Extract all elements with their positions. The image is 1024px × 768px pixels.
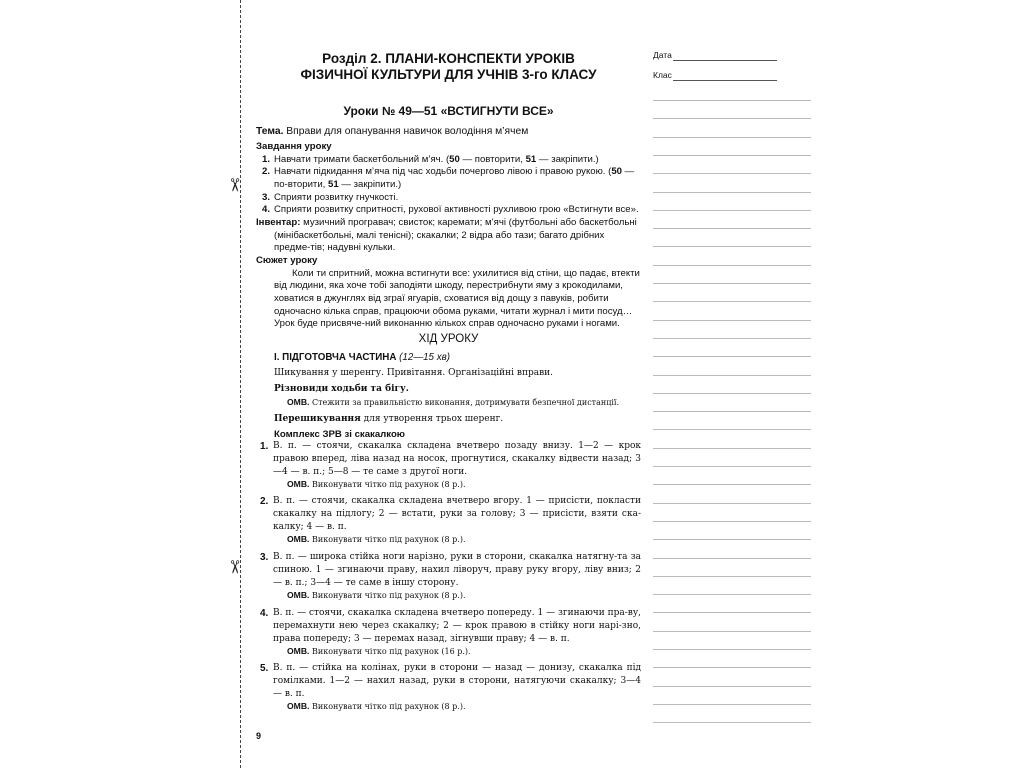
note-line bbox=[653, 649, 811, 650]
omv-note: ОМВ. Стежити за правильністю виконання, дотримувати безпечної дистанції. bbox=[287, 397, 619, 408]
complex-heading: Комплекс ЗРВ зі скакалкою bbox=[274, 428, 405, 440]
omv-note: ОМВ. Виконувати чітко під рахунок (8 р.). bbox=[287, 534, 466, 545]
lesson-title: Уроки № 49—51 «ВСТИГНУТИ ВСЕ» bbox=[343, 104, 554, 118]
exercise-number: 2. bbox=[260, 496, 269, 507]
note-line bbox=[653, 466, 811, 467]
cut-line bbox=[240, 0, 241, 768]
omv-note: ОМВ. Виконувати чітко під рахунок (8 р.). bbox=[287, 701, 466, 712]
task-number: 2. bbox=[262, 166, 271, 178]
topic-label: Тема. bbox=[256, 126, 284, 137]
organization-text: Шикування у шеренгу. Привітання. Організаційні вправи. bbox=[274, 367, 554, 378]
note-line bbox=[653, 411, 811, 412]
class-field[interactable] bbox=[653, 70, 811, 80]
exercise-text: В. п. — стоячи, скакалка складена вчетверо попереду. 1 — згинаючи пра-ву, перемахнути нею через скакалку; 2 — крок правою в стійку ноги нарі-зно, права попереду; 3 — перемах назад, зігнувши праву; 4 — в. п. bbox=[273, 608, 641, 644]
lesson-topic bbox=[256, 125, 641, 139]
note-line bbox=[653, 301, 811, 302]
exercise-item bbox=[256, 551, 641, 602]
note-line bbox=[653, 631, 811, 632]
note-line bbox=[653, 338, 811, 339]
exercise-item bbox=[256, 662, 641, 713]
task-item: 3. Сприяти розвитку гнучкості. bbox=[262, 191, 399, 203]
omv-note: ОМВ. Виконувати чітко під рахунок (8 р.). bbox=[287, 479, 466, 490]
rebuild-line: Перешикування для утворення трьох шеренг. bbox=[274, 414, 504, 424]
note-line bbox=[653, 100, 811, 101]
note-line bbox=[653, 210, 811, 211]
note-line bbox=[653, 704, 811, 705]
walking-heading: Різновиди ходьби та бігу. bbox=[274, 383, 409, 394]
topic-text: Вправи для опанування навичок володіння м’ячем bbox=[283, 126, 529, 137]
exercise-number: 5. bbox=[260, 663, 269, 674]
exercise-item bbox=[256, 440, 641, 491]
tasks-block bbox=[256, 141, 641, 331]
note-line bbox=[653, 173, 811, 174]
plot-heading: Сюжет уроку bbox=[256, 254, 318, 266]
inventory-text: музичний програвач; свисток; каремати; м’ячі (футбольні або баскетбольні (мінібаскетбольні, малі тенісні); скакалки; 2 відра або тази; багато дрібних предме-тів; надувні кульки. bbox=[274, 216, 637, 254]
exercise-text: В. п. — широка стійка ноги нарізно, руки в сторони, скакалка натягну-та за спиною. 1 — згинаючи праву, нахил ліворуч, праву руку вгору, ліву вниз; 2 — в. п.; 3—4 — те саме в іншу сторону. bbox=[273, 552, 641, 588]
task-item: 2. Навчати підкидання м’яча під час ходьби почергово лівою і правою рукою. (50 — по-вторити, 51 — закріпити.) bbox=[262, 166, 635, 190]
note-line bbox=[653, 448, 811, 449]
exercise-text: В. п. — стійка на колінах, руки в сторони — назад — донизу, скакалка під гомілками. 1—2 — нахил назад, руки в сторони, натягуючи скакалку; 3—4 — в. п. bbox=[273, 663, 641, 699]
date-underline bbox=[673, 60, 777, 61]
task-item: 4. Сприяти розвитку спритності, рухової активності рухливою грою «Встигнути все». bbox=[262, 204, 639, 216]
class-underline bbox=[673, 80, 777, 81]
exercise-text: В. п. — стоячи, скакалка складена вчетверо вгору. 1 — присісти, покласти скакалку на підлогу; 2 — встати, руки за голову; 3 — присісти, взяти ска-калку; 4 — в. п. bbox=[273, 496, 641, 532]
date-field[interactable] bbox=[653, 50, 811, 60]
note-line bbox=[653, 539, 811, 540]
note-line bbox=[653, 137, 811, 138]
inventory-label: Інвентар: bbox=[256, 216, 301, 228]
part-title: І. ПІДГОТОВЧА ЧАСТИНА (12—15 хв) bbox=[274, 352, 451, 363]
preparatory-part bbox=[256, 352, 641, 441]
note-line bbox=[653, 576, 811, 577]
section-title bbox=[256, 51, 641, 83]
note-line bbox=[653, 429, 811, 430]
note-line bbox=[653, 393, 811, 394]
page-number: 9 bbox=[256, 731, 262, 741]
exercise-number: 1. bbox=[260, 441, 269, 452]
exercise-text: В. п. — стоячи, скакалка складена вчетверо позаду внизу. 1—2 — крок правою вперед, ліва назад на носок, прогнутися, скакалку відвести назад; 3—4 — в. п.; 5—8 — те саме з другої ноги. bbox=[273, 441, 641, 477]
note-line bbox=[653, 265, 811, 266]
note-line bbox=[653, 612, 811, 613]
course-heading: ХІД УРОКУ bbox=[418, 333, 479, 345]
note-line bbox=[653, 283, 811, 284]
exercise-number: 4. bbox=[260, 608, 269, 619]
scissors-icon: ✂ bbox=[223, 177, 245, 193]
exercise-item bbox=[256, 607, 641, 658]
class-label: Клас bbox=[653, 70, 672, 80]
omv-note: ОМВ. Виконувати чітко під рахунок (16 р.). bbox=[287, 646, 471, 657]
omv-note: ОМВ. Виконувати чітко під рахунок (8 р.). bbox=[287, 590, 466, 601]
note-line bbox=[653, 320, 811, 321]
note-line bbox=[653, 686, 811, 687]
note-line bbox=[653, 667, 811, 668]
inventory bbox=[256, 217, 641, 255]
note-line bbox=[653, 155, 811, 156]
note-line bbox=[653, 246, 811, 247]
note-line bbox=[653, 192, 811, 193]
note-line bbox=[653, 118, 811, 119]
note-line bbox=[653, 503, 811, 504]
scissors-icon: ✂ bbox=[223, 559, 245, 575]
section-title-line: ФІЗИЧНОЇ КУЛЬТУРИ ДЛЯ УЧНІВ 3-го КЛАСУ bbox=[300, 66, 597, 82]
exercise-item bbox=[256, 495, 641, 546]
tasks-heading: Завдання уроку bbox=[256, 141, 332, 152]
plot-text: Коли ти спритний, можна встигнути все: ухилитися від стіни, що падає, втекти від людини, яка хоче тобі заподіяти шкоду, перестрибнути яму з крокодилами, ховатися в джунглях від зграї ягуарів, сховатися від дощу з павуків, робити одночасно кілька справ, працюючи обома руками, читати журнал і мити посуд… Урок буде присвяче-ний виконанню кількох справ одночасно руками і ногами. bbox=[274, 267, 640, 330]
note-line bbox=[653, 558, 811, 559]
note-line bbox=[653, 722, 811, 723]
note-line bbox=[653, 375, 811, 376]
note-line bbox=[653, 594, 811, 595]
date-label: Дата bbox=[653, 50, 672, 60]
note-line bbox=[653, 484, 811, 485]
note-line bbox=[653, 521, 811, 522]
note-line bbox=[653, 228, 811, 229]
exercise-number: 3. bbox=[260, 552, 269, 563]
task-number: 4. bbox=[262, 204, 271, 216]
task-item: 1. Навчати тримати баскетбольний м’яч. (50 — повторити, 51 — закріпити.) bbox=[262, 153, 599, 165]
section-title-line: Розділ 2. ПЛАНИ-КОНСПЕКТИ УРОКІВ bbox=[322, 51, 575, 66]
task-number: 1. bbox=[262, 153, 271, 165]
task-number: 3. bbox=[262, 191, 271, 203]
note-line bbox=[653, 356, 811, 357]
